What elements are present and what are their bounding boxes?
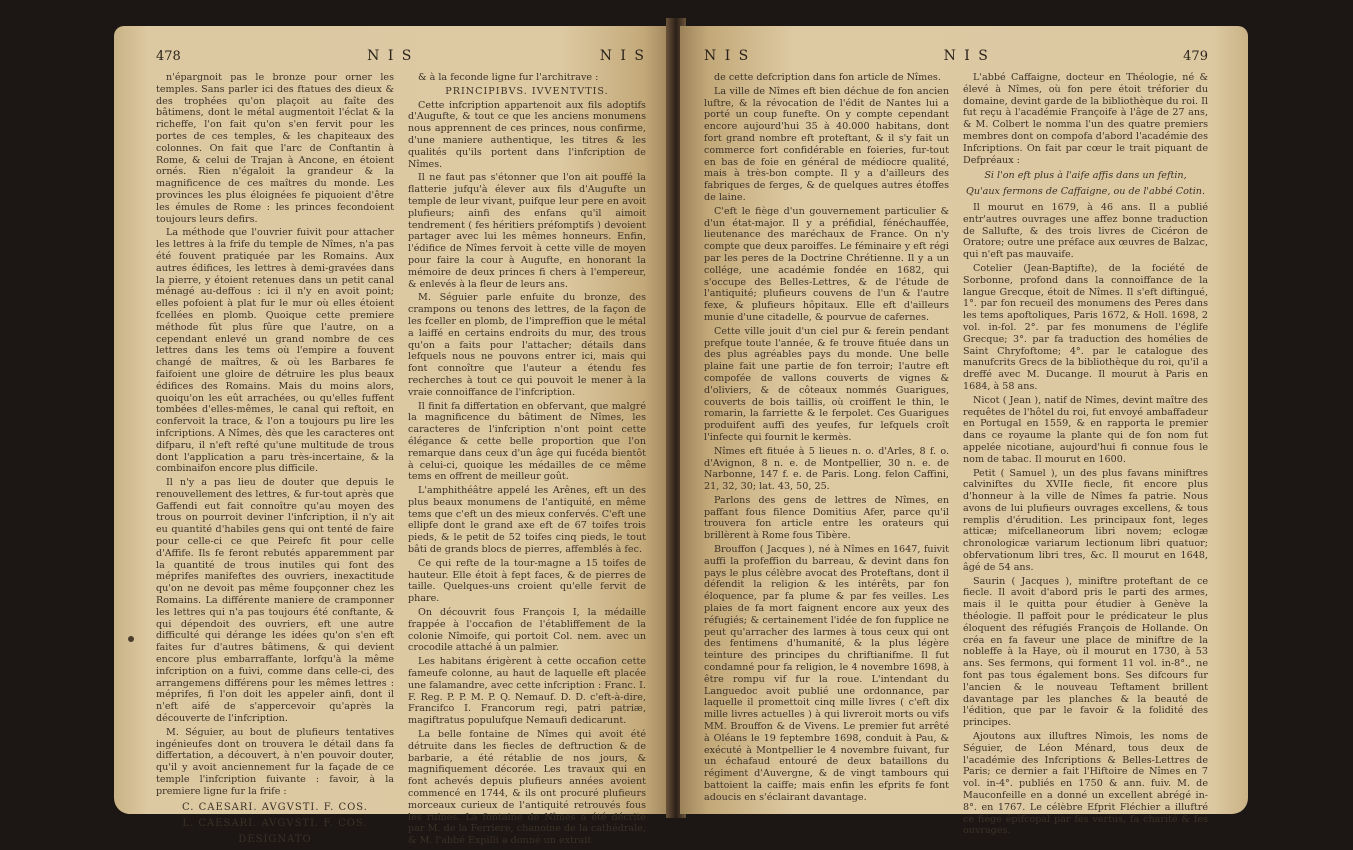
page-number-left: 478 xyxy=(156,49,181,64)
paragraph: Il mourut en 1679, à 46 ans. Il a publié entr'autres ouvrages une affez bonne traduction de Sallufte, & des trois livres de Cicéron de Oratore; outre une préface aux œuvres de Balzac, qui n'eft pas mauvaife. xyxy=(963,201,1208,261)
page-number-right: 479 xyxy=(1183,49,1208,64)
paragraph: C'eft le fiège d'un gouvernement particulier & d'un état-major. Il y a préfidial, fénéchauffée, lieutenance des maréchaux de France. On n'y compte que deux paroiffes. Le féminaire y eft régi par les peres de la Doctrine Chrétienne. Il y a un collége, une académie fondée en 1682, qui s'occupe des Belles-Lettres, & de l'étude de l'antiquité; plufieurs couvens de l'un & l'autre fexe, & plufieurs hôpitaux. Elle eft d'ailleurs munie d'une citadelle, & pourvue de cafernes. xyxy=(704,205,949,323)
paragraph: n'épargnoit pas le bronze pour orner les temples. Sans parler ici des ftatues des dieux & des trophées qu'on plaçoit au faîte des bâtimens, dont le métal augmentoit l'éclat & la richeffe, l'on fait qu'on s'en fervit pour les portes de ces temples, & les chapiteaux des colonnes. On fait que l'arc de Conftantin à Rome, & celui de Trajan à Ancone, en étoient ornés. Rien n'égaloit la grandeur & la magnificence de ces maîtres du monde. Les provinces les plus éloignées fe piquoient d'être les émules de Rome : les princes fecondoient toujours leurs defirs. xyxy=(156,72,394,225)
paragraph: Cette infcription appartenoit aux fils adoptifs d'Augufte, & tout ce que les anciens monumens nous apprennent de ces princes, nous confirme, d'une maniere authentique, les titres & les qualités qu'ils portent dans l'infcription de Nîmes. xyxy=(408,99,646,170)
left-running-head xyxy=(156,48,646,72)
paragraph: La méthode que l'ouvrier fuivit pour attacher les lettres à la frife du temple de Nîmes, n'a pas été fouvent pratiquée par les Romains. Aux autres édifices, les lettres à demi-gravées dans la pierre, y étoient retenues dans un petit canal ménagé au-deffous : ici il n'y en avoit point; elles pofoient à plat fur le mur où elles étoient fcellées en plomb. Quoique cette premiere méthode fût plus fûre que l'autre, on a cependant enlevé un grand nombre de ces lettres dans les tems où l'empire a fouvent changé de maîtres, & où les Barbares fe faifoient une gloire de détruire les plus beaux édifices des Romains. Mais du moins alors, quoiqu'on les eût arrachées, ou qu'elles fuffent tombées d'elles-mêmes, le canal qui reftoit, en confervoit la trace, & l'on a toujours pu lire les infcriptions. A Nîmes, dès que les caracteres ont difparu, il n'eft refté qu'une multitude de trous dont l'application a paru très-incertaine, & la combinaifon encore plus difficile. xyxy=(156,227,394,475)
paragraph: Brouffon ( Jacques ), né à Nîmes en 1647, fuivit auffi la profeffion du barreau, & devint dans fon pays le plus célèbre avocat des Proteftans, dont il défendit la religion & les intérêts, par fon éloquence, par fa plume & par fes veilles. Les plaies de fa mort faignent encore aux yeux des réfugiés; & certainement l'idée de fon fupplice ne peut qu'arracher des larmes à tous ceux qui ont des fentimens d'humanité, & la plus légère teinture des principes du chriftianifme. Il fut condamné pour fa religion, le 4 novembre 1698, à être rompu vif fur la roue. L'intendant du Languedoc avoit publié une ordonnance, par laquelle il promettoit cinq mille livres ( c'eft dix mille livres actuelles ) à qui livreroit morts ou vifs MM. Brouffon & de Vivens. Le premier fut arrêté à Oléans le 19 feptembre 1698, conduit à Pau, & exécuté à Montpellier le 4 novembre fuivant, fur un échafaud entouré de deux bataillons du régiment d'Auvergne, & de vingt tambours qui battoient la caiffe; mais enfin les efprits fe font adoucis en s'éclairant davantage. xyxy=(704,544,949,803)
inscription-line: DESIGNATO xyxy=(238,833,312,845)
left-page xyxy=(114,26,672,847)
paragraph: L'abbé Caffaigne, docteur en Théologie, né & élevé à Nîmes, où fon pere étoit tréforier du domaine, devint garde de la bibliothèque du roi. Il fut reçu à l'académie Françoife à l'âge de 27 ans, & M. Colbert le nomma l'un des quatre premiers membres dont on compofa d'abord l'académie des Infcriptions. On fait par cœur le trait piquant de Defpréaux : xyxy=(963,72,1208,166)
paragraph: & à la feconde ligne fur l'architrave : xyxy=(418,72,599,83)
inscription-line: C. CAESARI. AVGVSTI. F. COS. xyxy=(182,801,368,813)
margin-dot-icon xyxy=(128,636,134,642)
paragraph: La ville de Nîmes eft bien déchue de fon ancien luftre, & la révocation de l'édit de Nantes lui a porté un coup funefte. On y compte cependant encore aujourd'hui 35 à 40.000 habitans, dont fort grand nombre eft proteftant, & il s'y fait un commerce fort confidérable en foieries, fur-tout en bas de foie en général de médiocre qualité, mais à très-bon compte. Il y a d'ailleurs des fabriques de ferges, & de quelques autres étoffes de laine. xyxy=(704,85,949,203)
right-running-head xyxy=(704,48,1208,72)
paragraph: Ce qui refte de la tour-magne a 15 toifes de hauteur. Elle étoit à fept faces, & de pierres de taille. Quelques-uns croient qu'elle fervit de phare. xyxy=(408,557,646,605)
right-column-1 xyxy=(704,72,949,839)
right-column-2 xyxy=(963,72,1208,839)
paragraph: Il finit fa differtation en obfervant, que malgré la magnificence du bâtiment de Nîmes, les caracteres de l'infcription n'ont point cette élégance & cette belle proportion que l'on remarque dans ceux d'un âge qui fucéda bientôt à celui-ci, quoique les médailles de ce même tems en offrent de meilleur goût. xyxy=(408,400,646,483)
verse-quote: Qu'aux fermons de Caffaigne, ou de l'abbé Cotin. xyxy=(965,186,1206,198)
inscription-title: PRINCIPIBVS. IVVENTVTIS. xyxy=(445,85,609,97)
paragraph: Il ne faut pas s'étonner que l'on ait pouffé la flatterie jufqu'à élever aux fils d'Augufte un temple de leur vivant, puifque leur pere en avoit plufieurs; ainfi des enfans qu'il aimoit tendrement ( fes héritiers préfomptifs ) devoient partager avec lui les mêmes honneurs. Enfin, l'édifice de Nîmes fervoit à cette ville de moyen pour faire la cour à Augufte, en honorant la mémoire de deux princes fi chers à l'empereur, & enlevés à la fleur de leurs ans. xyxy=(408,172,646,290)
inscription-line: L. CAESARI. AVGVSTI. F. COS. xyxy=(182,817,368,829)
paragraph: La belle fontaine de Nîmes qui avoit été détruite dans les fiecles de deftruction & de barbarie, a été rétablie de nos jours, & magnifiquement décorée. Les travaux qui en font achevés depuis plufieurs années avoient commencé en 1744, & ils ont procuré plufieurs morceaux curieux de l'antiquité retrouvés fous les ruines. La fontaine de Nîmes a été décrite par M. de la Ferriere, chanoine de la cathédrale, & M. l'abbé Expilli a donné un extrait xyxy=(408,729,646,847)
paragraph: Saurin ( Jacques ), miniftre proteftant de ce fiecle. Il avoit d'abord pris le parti des armes, mais il le quitta pour étudier à Genève la théologie. Il paffoit pour le prédicateur le plus éloquent des réfugiés François de Hollande. On créa en fa faveur une place de miniftre de la nobleffe à la Haye, où il mourut en 1730, à 53 ans. Ses fermons, qui forment 11 vol. in-8°., ne font pas tous également bons. Ses difcours fur l'ancien & le nouveau Teftament brillent davantage par les planches & la beauté de l'édition, que par le favoir & la folidité des principes. xyxy=(963,575,1208,729)
paragraph: Ajoutons aux illuftres Nîmois, les noms de Séguier, de Léon Ménard, tous deux de l'académie des Infcriptions & Belles-Lettres de Paris; ce dernier a fait l'Hiftoire de Nîmes en 7 vol. in-4°. publiés en 1750 & ann. fuiv. M. de Mauconfeille en a donné un excellent abrégé in-8°. en 1767. Le célèbre Efprit Fléchier a illuftré ce fiège épifcopal par fes vertus, fa charité & fes ouvrages. xyxy=(963,731,1208,837)
left-column-2 xyxy=(408,72,646,850)
paragraph: Il n'y a pas lieu de douter que depuis le renouvellement des lettres, & fur-tout après que Gaffendi eut fait connoître qu'au moyen des trous on pourroit deviner l'infcription, il n'y ait eu quantité d'habiles gens qui ont tenté de faire pour celle-ci ce que Peirefc fit pour celle d'Affife. Ils fe feront rebutés apparemment par la quantité de trous inutiles qui font des méprifes manifeftes des ouvriers, inexactitude qu'on ne devoit pas même foupçonner chez les Romains. La différente maniere de cramponner les lettres qui n'a pas toujours été conftante, & qui dépendoit des ouvriers, eft une autre difficulté qui dérange les idées qu'on s'en eft faites fur d'autres bâtimens, & qui devient encore plus embarraffante, lorfqu'à la même infcription on a fuivi, comme dans celle-ci, des arrangemens différens pour les mêmes lettres : méprifes, fi l'on doit les appeler ainfi, dont il n'eft aifé de s'appercevoir qu'après la découverte de l'infcription. xyxy=(156,477,394,725)
running-head-left-col2: N I S xyxy=(599,48,646,64)
right-page xyxy=(680,26,1248,837)
running-head-right-col1: N I S xyxy=(704,48,751,64)
verse-quote: Si l'on eft plus à l'aife affis dans un feftin, xyxy=(984,170,1187,182)
paragraph: Cette ville jouit d'un ciel pur & ferein pendant prefque toute l'année, & fe trouve fituée dans un des plus agréables pays du monde. Une belle plaine fait une partie de fon terroir; l'autre eft compofée de vallons couverts de vignes & d'oliviers, & de côteaux nommés Guarigues, couverts de bois taillis, où croiffent le thin, le romarin, la farriette & le ferpolet. Ces Guarigues produifent auffi des yeufes, fur lefquels croît l'infecte qui fournit le kermès. xyxy=(704,325,949,443)
open-book xyxy=(114,18,1248,847)
paragraph: Les habitans érigèrent à cette occafion cette fameufe colonne, au haut de laquelle eft placée une falamandre, avec cette infcription : Franc. I. F. Reg. P. P. M. P. Q. Nemauf. D. D. c'eft-à-dire, Francifco I. Francorum regi, patri patriæ, magiftratus populufque Nemaufi dedicarunt. xyxy=(408,656,646,727)
running-head-left-col1: N I S xyxy=(367,48,414,64)
paragraph: On découvrit fous François I, la médaille frappée à l'occafion de l'établiffement de la colonie Nîmoife, qui portoit Col. nem. avec un crocodile attaché à un palmier. xyxy=(408,607,646,654)
paragraph: Nîmes eft fituée à 5 lieues n. o. d'Arles, 8 f. o. d'Avignon, 8 n. e. de Montpellier, 30 n. e. de Narbonne, 147 f. e. de Paris. Long. felon Caffini, 21, 32, 30; lat. 43, 50, 25. xyxy=(704,445,949,493)
paragraph: M. Séguier parle enfuite du bronze, des crampons ou tenons des lettres, de la façon de les fceller en plomb, de l'impreffion que le métal a laiffé en certains endroits du mur, des trous qu'on a faits pour l'attacher; détails dans lefquels nous ne pouvons entrer ici, mais qui font connoître que l'auteur a étendu fes recherches à tout ce qui pouvoit le mener à la vraie connoiffance de l'infcription. xyxy=(408,292,646,398)
paragraph: L'amphithéâtre appelé les Arênes, eft un des plus beaux monumens de l'antiquité, en même tems que c'eft un des mieux confervés. C'eft une ellipfe dont le grand axe eft de 67 toifes trois pieds, & le petit de 52 toifes cinq pieds, le tout bâti de grands blocs de pierres, affemblés à fec. xyxy=(408,485,646,556)
paragraph: Nicot ( Jean ), natif de Nîmes, devint maître des requêtes de l'hôtel du roi, fut envoyé ambaffadeur en Portugal en 1559, & en rapporta le premier dans ce royaume la plante qui de fon nom fut appelée nicotiane, aujourd'hui fi connue fous le nom de tabac. Il mourut en 1600. xyxy=(963,394,1208,465)
running-head-right-col2: N I S xyxy=(943,48,990,64)
left-column-1 xyxy=(156,72,394,850)
paragraph: M. Séguier, au bout de plufieurs tentatives ingénieufes dont on trouvera le détail dans fa differtation, a découvert, à n'en pouvoir douter, qu'il y avoit anciennement fur la façade de ce temple l'infcription fuivante : favoir, à la premiere ligne fur la frife : xyxy=(156,726,394,797)
paragraph: de cette defcription dans fon article de Nîmes. xyxy=(714,72,941,83)
paragraph: Parlons des gens de lettres de Nîmes, en paffant fous filence Domitius Afer, parce qu'il trouvera fon article entre les orateurs qui brillèrent à Rome fous Tibère. xyxy=(704,494,949,542)
paragraph: Cotelier (Jean-Baptifte), de la fociété de Sorbonne, profond dans la connoiffance de la langue Grecque, étoit de Nîmes. Il s'eft diftingué, 1°. par fon recueil des monumens des Peres dans les tems apoftoliques, Paris 1672, & Holl. 1698, 2 vol. in-fol. 2°. par fes monumens de l'églife Grecque; 3°. par fa traduction des homélies de Saint Chryfoftome; 4°. par le catalogue des manufcrits Grecs de la bibliothèque du roi, qu'il a dreffé avec M. Ducange. Il mourut à Paris en 1684, à 58 ans. xyxy=(963,262,1208,392)
paragraph: Petit ( Samuel ), un des plus favans miniftres calviniftes du XVIIe fiecle, fit encore plus d'honneur à la ville de Nîmes fa patrie. Nous avons de lui plufieurs ouvrages excellens, & tous remplis d'érudition. Les principaux font, leges atticæ; mifcellaneorum libri novem; eclogæ chronologicæ variarum lectionum libri quatuor; obfervationum libri tres, &c. Il mourut en 1648, âgé de 54 ans. xyxy=(963,467,1208,573)
